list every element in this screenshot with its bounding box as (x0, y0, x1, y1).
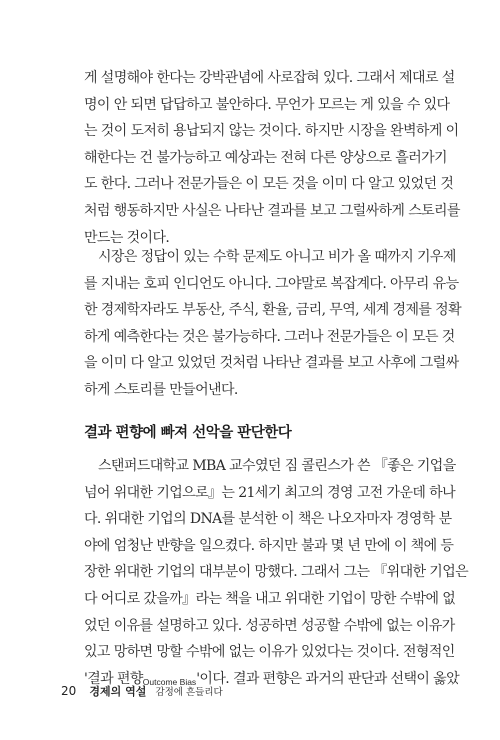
text-line: 을 이미 다 알고 있었던 것처럼 나타난 결과를 보고 사후에 그럴싸 (84, 355, 459, 372)
text-line: 해한다는 건 불가능하고 예상과는 전혀 다른 양상으로 흘러가기 (84, 149, 447, 166)
text-line: 스탠퍼드대학교 MBA 교수였던 짐 콜린스가 쓴 『좋은 기업을 (98, 458, 456, 474)
text-line: 장한 위대한 기업의 대부분이 망했다. 그래서 그는 『위대한 기업은 (84, 564, 469, 581)
text-line: 한 경제학자라도 부동산, 주식, 환율, 금리, 무역, 세계 경제를 정확 (84, 302, 462, 319)
text-line: 만드는 것이다. (84, 229, 170, 246)
text-fragment: '결과 편향 (84, 670, 143, 687)
book-title: 경제의 역설 (89, 685, 147, 698)
paragraph-3 (84, 453, 469, 692)
book-subtitle: 감정에 흔들리다 (155, 687, 223, 698)
section-heading: 결과 편향에 빠져 선악을 판단한다 (84, 425, 292, 441)
paragraph-1 (84, 65, 460, 251)
text-line: 하게 스토리를 만들어낸다. (84, 381, 238, 398)
text-line: 명이 안 되면 답답하고 불안하다. 무언가 모르는 게 있을 수 있다 (84, 96, 450, 113)
text-line: 시장은 정답이 있는 수학 문제도 아니고 비가 올 때까지 기우제 (98, 249, 456, 265)
text-line: 었던 이유를 설명하고 있다. 성공하면 성공할 수밖에 없는 이유가 (84, 617, 455, 634)
text-line: 를 지내는 호피 인디언도 아니다. 그야말로 복잡계다. 아무리 유능 (84, 275, 459, 292)
page-number: 20 (61, 684, 77, 698)
text-line: 처럼 행동하지만 사실은 나타난 결과를 보고 그럴싸하게 스토리를 (84, 202, 460, 219)
text-line: 게 설명해야 한다는 강박관념에 사로잡혀 있다. 그래서 제대로 설 (84, 70, 455, 86)
page-footer (61, 680, 223, 699)
text-line: 는 것이 도저히 용납되지 않는 것이다. 하지만 시장을 완벽하게 이 (84, 123, 459, 140)
term-subscript: Outcome Bias (142, 676, 197, 687)
text-line: 넘어 위대한 기업으로』는 21세기 최고의 경영 고전 가운데 하나 (84, 484, 455, 501)
text-fragment: '이다. 결과 편향은 과거의 판단과 선택이 옳았 (196, 670, 460, 687)
text-line: 도 한다. 그러나 전문가들은 이 모든 것을 이미 다 알고 있었던 것 (84, 176, 454, 193)
paragraph-2 (84, 244, 462, 404)
text-line: 다 어디로 갔을까』라는 책을 내고 위대한 기업이 망한 수밖에 없 (84, 590, 456, 607)
text-line: 있고 망하면 망할 수밖에 없는 이유가 있었다는 것이다. 전형적인 (84, 644, 455, 661)
text-line: 하게 예측한다는 것은 불가능하다. 그러나 전문가들은 이 모든 것 (84, 328, 455, 345)
text-line: 야에 엄청난 반향을 일으켰다. 하지만 불과 몇 년 만에 이 책에 등 (84, 537, 454, 554)
text-line: 다. 위대한 기업의 DNA를 분석한 이 책은 나오자마자 경영학 분 (84, 511, 452, 528)
